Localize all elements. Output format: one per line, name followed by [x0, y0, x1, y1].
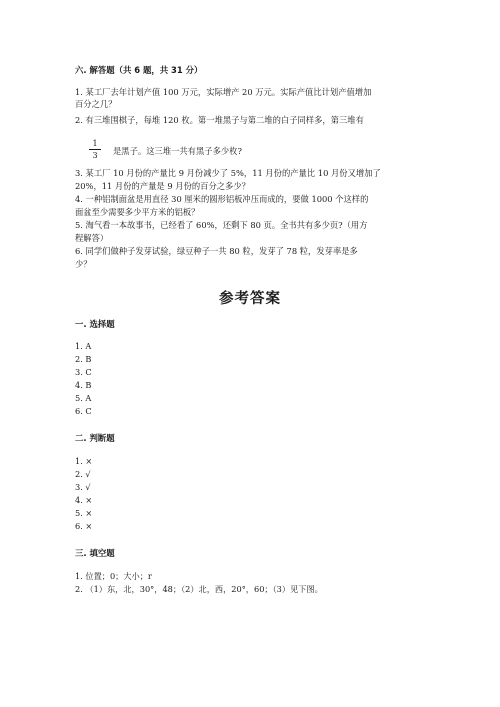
judge-answer-3: 3. √	[75, 482, 91, 492]
question-2-line-2: 是黑子。这三堆一共有黑子多少枚?	[113, 146, 242, 156]
section-heading-answer-questions: 六. 解答题（共 6 题，共 31 分）	[75, 65, 203, 75]
fill-answer-2: 2. （1）东，北，30°，48；（2）北，西，20°，60；（3）见下图。	[75, 584, 323, 594]
question-3-line-1: 3. 某工厂 10 月份的产量比 9 月份减少了 5%，11 月份的产量比 10 月份又增加了	[75, 168, 381, 178]
choice-answer-4: 4. B	[75, 380, 92, 390]
choice-answer-1: 1. A	[75, 341, 92, 351]
question-3-line-2: 20%，11 月份的产量是 9 月份的百分之多少？	[75, 181, 250, 191]
question-2-line-1: 2. 有三堆围棋子，每堆 120 枚。第一堆黑子与第二堆的白子同样多，第三堆有	[75, 115, 364, 125]
question-1-line-2: 百分之几？	[75, 99, 117, 109]
fraction-denominator: 3	[92, 151, 98, 160]
question-1-line-1: 1. 某工厂去年计划产值 100 万元，实际增产 20 万元。实际产值比计划产值增加	[75, 87, 372, 97]
question-4-line-1: 4. 一种铝制面盆是用直径 30 厘米的圆形铝板冲压而成的，要做 1000 个这样的	[75, 194, 369, 204]
choice-answer-2: 2. B	[75, 354, 92, 364]
question-6-line-1: 6. 同学们做种子发芽试验，绿豆种子一共 80 粒，发芽了 78 粒，发芽率是多	[75, 246, 358, 256]
judge-answer-1: 1. ×	[75, 456, 93, 466]
question-6-line-2: 少？	[75, 259, 92, 269]
question-5-line-1: 5. 淘气看一本故事书，已经看了 60%，还剩下 80 页。全书共有多少页?（用方	[75, 220, 368, 230]
section-heading-fill: 三. 填空题	[75, 548, 115, 558]
question-5-line-2: 程解答）	[75, 233, 109, 243]
fraction-numerator: 1	[92, 139, 98, 148]
fraction-bar	[89, 149, 101, 150]
judge-answer-6: 6. ×	[75, 521, 93, 531]
judge-answer-4: 4. ×	[75, 495, 93, 505]
judge-answer-2: 2. √	[75, 469, 91, 479]
judge-answer-5: 5. ×	[75, 508, 93, 518]
fill-answer-1: 1. 位置；0；大小；r	[75, 571, 152, 581]
answers-title: 参考答案	[219, 291, 281, 307]
choice-answer-6: 6. C	[75, 406, 92, 416]
choice-answer-5: 5. A	[75, 393, 92, 403]
section-heading-judge: 二. 判断题	[75, 433, 115, 443]
fraction-one-third	[89, 139, 101, 160]
section-heading-choice: 一. 选择题	[75, 319, 115, 329]
choice-answer-3: 3. C	[75, 367, 92, 377]
question-4-line-2: 面盆至少需要多少平方米的铝板？	[75, 207, 200, 217]
